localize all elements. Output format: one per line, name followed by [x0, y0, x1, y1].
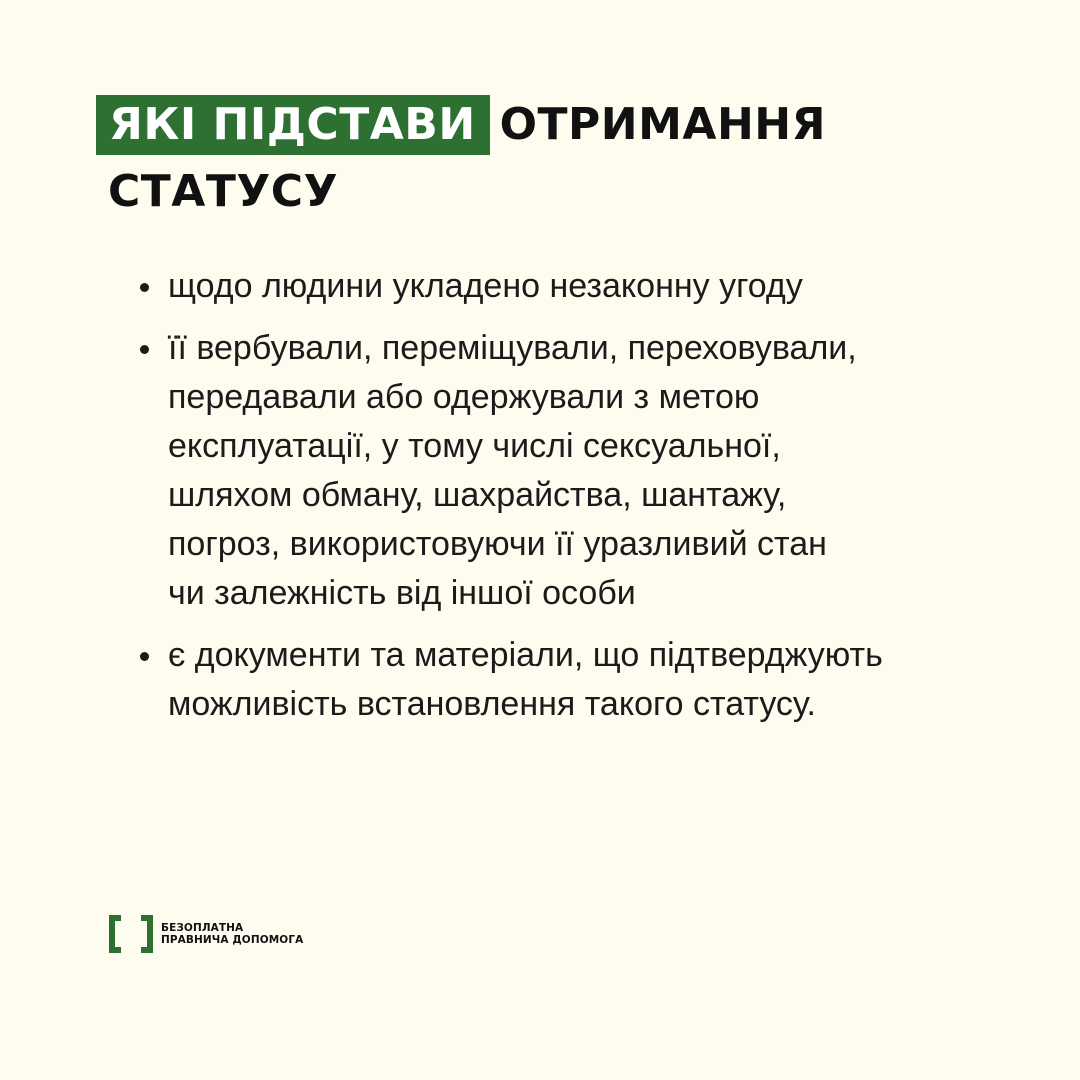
bullet-line: експлуатації, у тому числі сексуальної,: [168, 427, 781, 465]
bullet-line: погроз, використовуючи її уразливий стан: [168, 525, 827, 563]
bullet-line: є документи та матеріали, що підтверджують: [168, 636, 883, 674]
bullet-list: [140, 262, 1020, 742]
bullet-dot-icon: [140, 345, 149, 354]
bullet-line: чи залежність від іншої особи: [168, 574, 636, 612]
bullet-item-3: [140, 631, 1020, 729]
bracket-logo-icon: [109, 915, 153, 953]
bullet-line: передавали або одержували з метою: [168, 378, 760, 416]
bullet-item-1: [140, 262, 1020, 311]
bullet-line: можливість встановлення такого статусу.: [168, 685, 816, 723]
logo-line-2: ПРАВНИЧА ДОПОМОГА: [161, 934, 304, 946]
logo: [109, 915, 303, 953]
title-line-2-text: СТАТУСУ: [108, 165, 339, 217]
bullet-line: щодо людини укладено незаконну угоду: [168, 267, 803, 305]
title-line-1: [96, 95, 826, 155]
title-rest: ОТРИМАННЯ: [499, 99, 826, 150]
title-line-2: [108, 161, 338, 221]
bullet-dot-icon: [140, 652, 149, 661]
title-highlight: ЯКІ ПІДСТАВИ: [96, 95, 490, 155]
bullet-dot-icon: [140, 283, 149, 292]
bullet-line: її вербували, переміщували, переховували,: [168, 329, 857, 367]
bullet-item-2: [140, 324, 1020, 618]
bullet-line: шляхом обману, шахрайства, шантажу,: [168, 476, 787, 514]
logo-text: [161, 922, 303, 946]
logo-line-1: БЕЗОПЛАТНА: [161, 922, 244, 934]
